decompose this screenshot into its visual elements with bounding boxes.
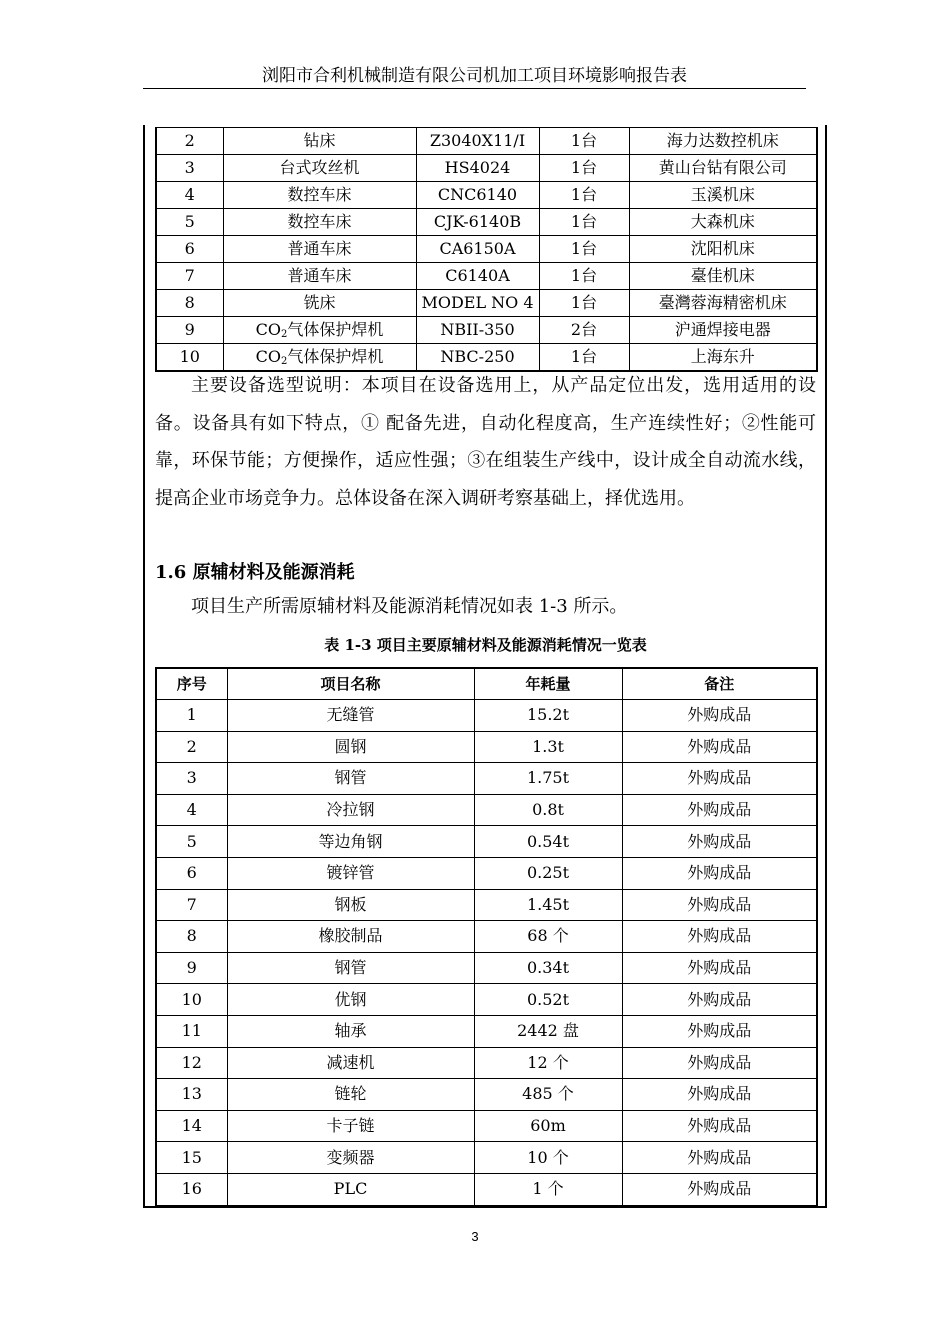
- material-remark: 外购成品: [622, 889, 817, 921]
- equipment-no: 7: [156, 263, 223, 290]
- material-no: 6: [156, 857, 227, 889]
- table-caption: 表 1-3 项目主要原辅材料及能源消耗情况一览表: [324, 636, 647, 654]
- material-amount: 0.54t: [474, 826, 622, 858]
- materials-table: [155, 667, 818, 1207]
- equipment-model: NBC-250: [416, 344, 539, 372]
- equipment-maker: 沈阳机床: [629, 236, 817, 263]
- equipment-name-suffix: 气体保护焊机: [287, 320, 384, 339]
- header-rule: [143, 88, 806, 89]
- material-no: 8: [156, 921, 227, 953]
- material-name: 等边角钢: [227, 826, 474, 858]
- equipment-no: 3: [156, 155, 223, 182]
- material-remark: 外购成品: [622, 952, 817, 984]
- material-amount: 0.52t: [474, 984, 622, 1016]
- header-cell-remark: 备注: [622, 668, 817, 700]
- material-amount: 60m: [474, 1110, 622, 1142]
- material-name: 优钢: [227, 984, 474, 1016]
- table-row: [156, 921, 817, 953]
- equipment-maker: 玉溪机床: [629, 182, 817, 209]
- material-no: 9: [156, 952, 227, 984]
- table-row: [156, 731, 817, 763]
- equipment-no: 8: [156, 290, 223, 317]
- material-name: 轴承: [227, 1015, 474, 1047]
- material-amount: 0.34t: [474, 952, 622, 984]
- equipment-name-prefix: CO: [255, 347, 281, 366]
- material-name: 钢管: [227, 763, 474, 795]
- material-remark: 外购成品: [622, 763, 817, 795]
- equipment-name: 普通车床: [223, 263, 416, 290]
- section-heading: 1.6 原辅材料及能源消耗: [155, 562, 355, 583]
- equipment-name: 数控车床: [223, 209, 416, 236]
- material-amount: 485 个: [474, 1079, 622, 1111]
- material-no: 15: [156, 1142, 227, 1174]
- material-remark: 外购成品: [622, 731, 817, 763]
- equipment-name-suffix: 气体保护焊机: [287, 347, 384, 366]
- equipment-row: [156, 317, 817, 344]
- material-no: 11: [156, 1015, 227, 1047]
- table-row: [156, 857, 817, 889]
- equipment-model: HS4024: [416, 155, 539, 182]
- equipment-row: [156, 263, 817, 290]
- material-name: 镀锌管: [227, 857, 474, 889]
- material-no: 2: [156, 731, 227, 763]
- material-amount: 10 个: [474, 1142, 622, 1174]
- equipment-qty: 1台: [539, 155, 629, 182]
- material-remark: 外购成品: [622, 1110, 817, 1142]
- material-name: 减速机: [227, 1047, 474, 1079]
- equipment-maker: 上海东升: [629, 344, 817, 372]
- equipment-maker: 大森机床: [629, 209, 817, 236]
- equipment-qty: 1台: [539, 290, 629, 317]
- material-amount: 68 个: [474, 921, 622, 953]
- header-cell-amount: 年耗量: [474, 668, 622, 700]
- table-row: [156, 1173, 817, 1205]
- material-amount: 1.3t: [474, 731, 622, 763]
- equipment-maker: 黄山台钻有限公司: [629, 155, 817, 182]
- equipment-qty: 1台: [539, 209, 629, 236]
- table-row: [156, 1015, 817, 1047]
- material-remark: 外购成品: [622, 1142, 817, 1174]
- material-remark: 外购成品: [622, 794, 817, 826]
- material-name: 橡胶制品: [227, 921, 474, 953]
- equipment-row: [156, 128, 817, 155]
- table-row: [156, 952, 817, 984]
- material-no: 13: [156, 1079, 227, 1111]
- equipment-name: [223, 317, 416, 344]
- material-remark: 外购成品: [622, 984, 817, 1016]
- material-name: 冷拉钢: [227, 794, 474, 826]
- equipment-row: [156, 290, 817, 317]
- equipment-name: 普通车床: [223, 236, 416, 263]
- material-remark: 外购成品: [622, 700, 817, 732]
- table-row: [156, 1047, 817, 1079]
- material-name: 链轮: [227, 1079, 474, 1111]
- material-remark: 外购成品: [622, 1015, 817, 1047]
- material-remark: 外购成品: [622, 1173, 817, 1205]
- material-no: 3: [156, 763, 227, 795]
- equipment-qty: 2台: [539, 317, 629, 344]
- material-no: 10: [156, 984, 227, 1016]
- material-amount: 2442 盘: [474, 1015, 622, 1047]
- header-cell-no: 序号: [156, 668, 227, 700]
- equipment-name: 数控车床: [223, 182, 416, 209]
- equipment-model: CJK-6140B: [416, 209, 539, 236]
- material-remark: 外购成品: [622, 1079, 817, 1111]
- equipment-name-subscript: 2: [280, 356, 288, 367]
- equipment-maker: 海力达数控机床: [629, 128, 817, 155]
- equipment-qty: 1台: [539, 263, 629, 290]
- equipment-table-body: [156, 128, 817, 372]
- equipment-name: 钻床: [223, 128, 416, 155]
- equipment-qty: 1台: [539, 182, 629, 209]
- material-remark: 外购成品: [622, 857, 817, 889]
- material-name: 变频器: [227, 1142, 474, 1174]
- equipment-model: Z3040X11/I: [416, 128, 539, 155]
- equipment-row: [156, 236, 817, 263]
- equipment-row: [156, 182, 817, 209]
- material-no: 14: [156, 1110, 227, 1142]
- equipment-name-prefix: CO: [255, 320, 281, 339]
- equipment-maker: 沪通焊接电器: [629, 317, 817, 344]
- table-row: [156, 826, 817, 858]
- equipment-model: MODEL NO 4: [416, 290, 539, 317]
- material-amount: 15.2t: [474, 700, 622, 732]
- material-remark: 外购成品: [622, 826, 817, 858]
- equipment-qty: 1台: [539, 128, 629, 155]
- equipment-no: 6: [156, 236, 223, 263]
- table-row: [156, 984, 817, 1016]
- table-row: [156, 1079, 817, 1111]
- equipment-qty: 1台: [539, 236, 629, 263]
- material-no: 16: [156, 1173, 227, 1205]
- equipment-model: NBII-350: [416, 317, 539, 344]
- equipment-no: 4: [156, 182, 223, 209]
- table-row: [156, 794, 817, 826]
- equipment-row: [156, 155, 817, 182]
- materials-header-row: [156, 668, 817, 700]
- material-amount: 1.45t: [474, 889, 622, 921]
- table-row: [156, 1110, 817, 1142]
- material-amount: 12 个: [474, 1047, 622, 1079]
- equipment-model: C6140A: [416, 263, 539, 290]
- table-row: [156, 889, 817, 921]
- table-row: [156, 1142, 817, 1174]
- material-name: 钢板: [227, 889, 474, 921]
- equipment-name-subscript: 2: [280, 329, 288, 340]
- equipment-no: 5: [156, 209, 223, 236]
- material-amount: 1.75t: [474, 763, 622, 795]
- material-name: 卡子链: [227, 1110, 474, 1142]
- material-no: 12: [156, 1047, 227, 1079]
- equipment-maker: 臺灣蓉海精密机床: [629, 290, 817, 317]
- equipment-no: 2: [156, 128, 223, 155]
- equipment-qty: 1台: [539, 344, 629, 372]
- material-amount: 0.25t: [474, 857, 622, 889]
- material-name: 无缝管: [227, 700, 474, 732]
- equipment-no: 9: [156, 317, 223, 344]
- equipment-maker: 臺佳机床: [629, 263, 817, 290]
- material-no: 7: [156, 889, 227, 921]
- material-remark: 外购成品: [622, 921, 817, 953]
- table-row: [156, 700, 817, 732]
- equipment-name: 台式攻丝机: [223, 155, 416, 182]
- equipment-row: [156, 209, 817, 236]
- material-remark: 外购成品: [622, 1047, 817, 1079]
- page-number: 3: [471, 1229, 479, 1244]
- equipment-model: CA6150A: [416, 236, 539, 263]
- material-no: 4: [156, 794, 227, 826]
- header-cell-name: 项目名称: [227, 668, 474, 700]
- equipment-table: [155, 127, 818, 372]
- materials-table-body: [156, 700, 817, 1206]
- table-row: [156, 763, 817, 795]
- equipment-selection-paragraph: 主要设备选型说明：本项目在设备选用上，从产品定位出发，选用适用的设备。设备具有如下特点，① 配备先进，自动化程度高，生产连续性好；②性能可靠，环保节能；方便操作，适应性强；③在组装生产线中，设计成全自动流水线，提高企业市场竞争力。总体设备在深入调研考察基础上，择优选用。: [155, 375, 816, 509]
- material-amount: 1 个: [474, 1173, 622, 1205]
- material-name: 钢管: [227, 952, 474, 984]
- material-name: 圆钢: [227, 731, 474, 763]
- equipment-name: 铣床: [223, 290, 416, 317]
- materials-intro-paragraph: 项目生产所需原辅材料及能源消耗情况如表 1-3 所示。: [191, 596, 628, 617]
- material-name: PLC: [227, 1173, 474, 1205]
- equipment-model: CNC6140: [416, 182, 539, 209]
- material-no: 1: [156, 700, 227, 732]
- material-no: 5: [156, 826, 227, 858]
- material-amount: 0.8t: [474, 794, 622, 826]
- equipment-no: 10: [156, 344, 223, 372]
- running-header: 浏阳市合利机械制造有限公司机加工项目环境影响报告表: [262, 66, 687, 86]
